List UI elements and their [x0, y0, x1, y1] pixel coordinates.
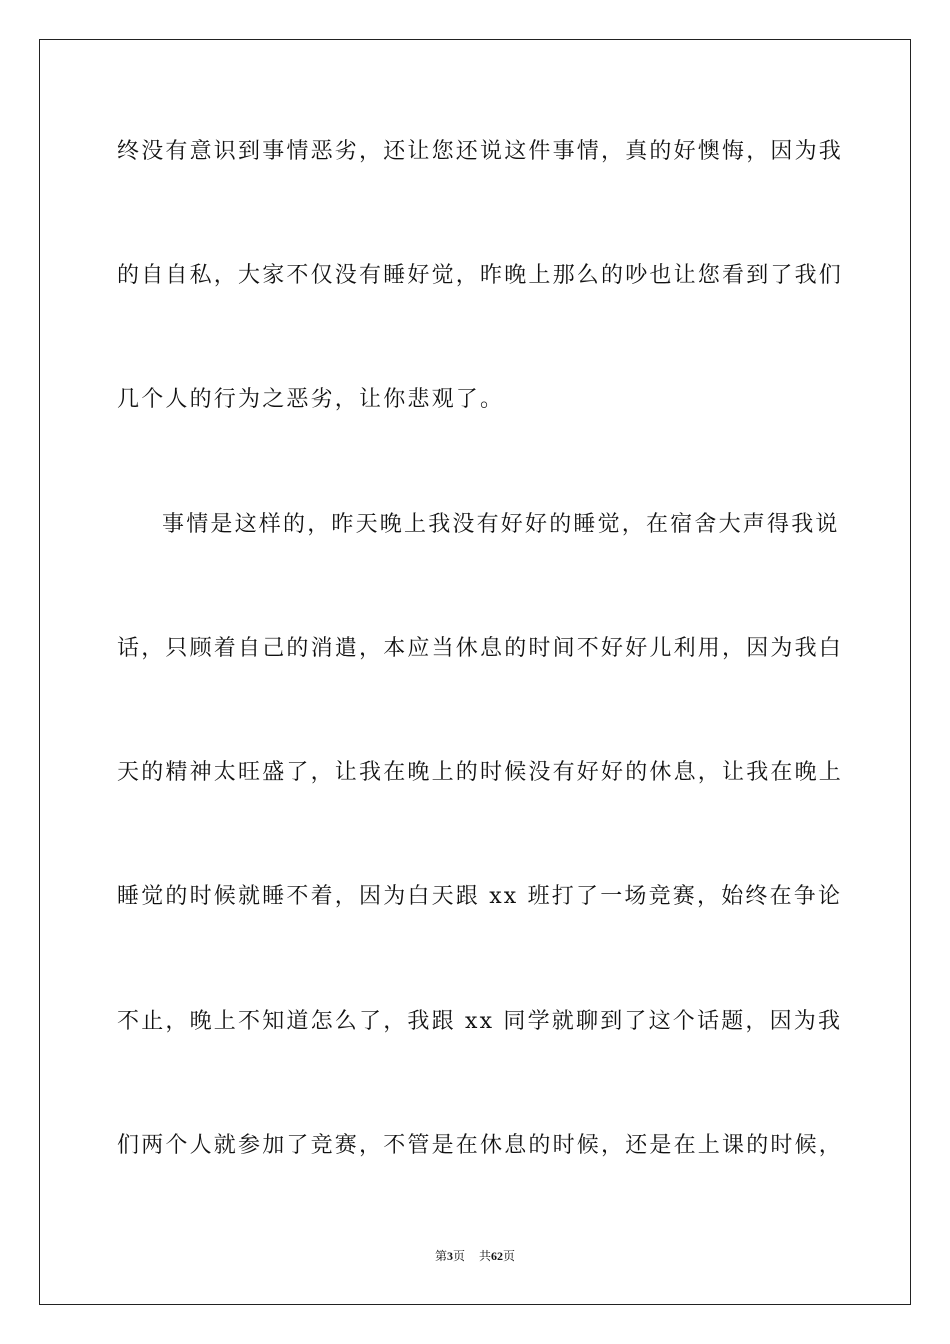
total-pages-suffix: 页 [503, 1249, 516, 1263]
page-footer [0, 1248, 950, 1264]
total-pages-prefix: 共 [479, 1249, 492, 1263]
paragraph-first-line: 事情是这样的，昨天晚上我没有好好的睡觉，在宿舍大声得我说 [162, 512, 840, 537]
body-text-line: 的自自私，大家不仅没有睡好觉，昨晚上那么的吵也让您看到了我们 [117, 263, 844, 288]
body-text-line: 话，只顾着自己的消遣，本应当休息的时间不好好儿利用，因为我白 [117, 636, 844, 661]
body-text-line: 几个人的行为之恶劣，让你悲观了。 [117, 387, 505, 412]
page-number-prefix: 第 [434, 1249, 447, 1263]
page-number-suffix: 页 [452, 1249, 465, 1263]
total-pages: 62 [491, 1249, 504, 1263]
body-text-line: 天的精神太旺盛了，让我在晚上的时候没有好好的休息，让我在晚上 [117, 760, 844, 785]
page-border [39, 39, 911, 1305]
body-text-line: 终没有意识到事情恶劣，还让您还说这件事情，真的好懊悔，因为我 [117, 139, 844, 164]
body-text-line: 们两个人就参加了竞赛，不管是在休息的时候，还是在上课的时候， [117, 1133, 844, 1158]
page-number: 3 [446, 1249, 453, 1263]
body-text-line: 睡觉的时候就睡不着，因为白天跟 xx 班打了一场竞赛，始终在争论 [117, 884, 843, 909]
body-text-line: 不止，晚上不知道怎么了，我跟 xx 同学就聊到了这个话题，因为我 [117, 1009, 843, 1034]
